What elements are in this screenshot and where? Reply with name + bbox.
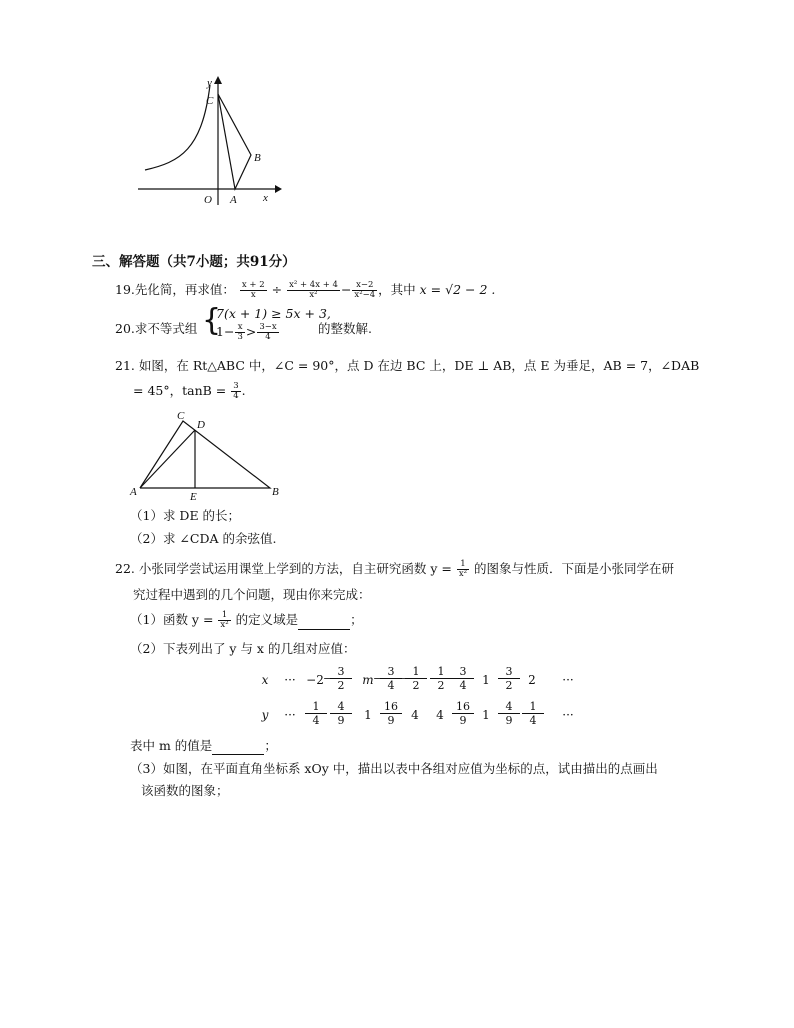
question-21-sub2: （2）求 ∠CDA 的余弦值. [130, 531, 277, 546]
table-x-cell: m [362, 673, 374, 687]
label-e: E [190, 491, 197, 503]
table-x-cell: − 3 4 [380, 665, 402, 692]
table-x-cell: 2 [528, 673, 536, 687]
table-y-cell: 4 [436, 708, 444, 722]
system-brace: { [202, 303, 222, 338]
table-y-cell: 1 4 [305, 700, 327, 727]
label-y: y [207, 77, 212, 89]
table-y-cell: 1 [482, 708, 490, 722]
label-d: D [197, 419, 205, 431]
question-21-line1: 21. 如图，在 Rt△ABC 中，∠C = 90°，点 D 在边 BC 上，DE ⊥ AB，点 E 为垂足，AB = 7，∠DAB [115, 358, 700, 373]
y-axis-arrow [214, 76, 222, 84]
answer-blank-domain[interactable] [298, 617, 350, 630]
question-22-line1: 22. 小张同学尝试运用课堂上学到的方法，自主研究函数 y = $\frac{1}{\text{x²}}$ 的图象与性质．下面是小张同学在研 [115, 559, 675, 579]
table-y-cell: 16 9 [380, 700, 402, 727]
label-x: x [263, 192, 268, 204]
question-22-sub3-line1: （3）如图，在平面直角坐标系 xOy 中，描出以表中各组对应值为坐标的点，试由描出的点画出 [130, 761, 658, 776]
label-a: A [230, 194, 237, 206]
question-22-sub2: （2）下表列出了 y 与 x 的几组对应值： [130, 641, 356, 656]
table-y-dots-left: ··· [284, 708, 296, 722]
table-x-label: x [261, 673, 269, 687]
table-y-cell: 1 [364, 708, 372, 722]
table-y-cell: 4 9 [498, 700, 520, 727]
segment-ad [140, 430, 195, 488]
table-y-cell: 1 4 [522, 700, 544, 727]
question-21-line2: = 45°，tanB = $\frac{3}{4}$ . [133, 381, 246, 401]
triangle-abc-figure [125, 408, 295, 507]
label-c: C [177, 410, 185, 422]
table-x-cell: − 3 2 [330, 665, 352, 692]
label-a: A [130, 486, 137, 498]
table-x-cell: 1 2 [430, 665, 452, 692]
section-title: 三、解答题（共7小题；共91分） [92, 254, 296, 270]
question-22-sub1: （1）函数 y = $\frac{1}{\text{x²}}$ 的定义域是 ； [130, 610, 363, 630]
table-x-dots-right: ··· [562, 673, 574, 687]
question-22-sub3-line2: 该函数的图象； [141, 783, 229, 798]
label-b: B [272, 486, 279, 498]
xy-value-table [250, 663, 590, 733]
triangle-abc [218, 94, 251, 189]
hyperbola-triangle-figure [130, 70, 290, 219]
table-y-cell: 16 9 [452, 700, 474, 727]
answer-blank-m[interactable] [212, 742, 264, 755]
label-c: C [206, 95, 214, 107]
table-x-dots-left: ··· [284, 673, 296, 687]
table-y-label: y [261, 708, 269, 722]
table-x-cell: 3 4 [452, 665, 474, 692]
table-x-cell: − 1 2 [405, 665, 427, 692]
question-22-m-line: 表中 m 的值是 ； [130, 738, 277, 753]
hyperbola-curve [145, 85, 210, 170]
table-x-cell: −2 [306, 673, 324, 687]
triangle-outline [140, 421, 270, 488]
question-21-sub1: （1）求 DE 的长； [130, 508, 241, 523]
label-b: B [254, 152, 261, 164]
table-y-dots-right: ··· [562, 708, 574, 722]
table-x-cell: 3 2 [498, 665, 520, 692]
question-22-line2: 究过程中遇到的几个问题，现由你来完成： [133, 587, 371, 602]
question-19: 19.先化简，再求值： $\frac{x + 2}{x}$ ÷ $\frac{\text{x² + 4x + 4}}{\text{x²}}$ − $\frac{x-2}{\text{x²−4}}$ ，其中 x = √2 − 2 . [115, 280, 496, 300]
table-x-cell: 1 [482, 673, 490, 687]
question-20-ineq2: 1− $\frac{x}{3}$ > $\frac{3-x}{4}$ [216, 322, 277, 342]
question-20-prefix: 20.求不等式组 [115, 321, 198, 336]
table-y-cell: 4 9 [330, 700, 352, 727]
question-20-ineq1: 7(x + 1) ≥ 5x + 3, [216, 306, 331, 321]
x-axis-arrow [275, 185, 282, 193]
label-o: O [204, 194, 212, 206]
question-20-suffix: 的整数解. [318, 321, 372, 336]
table-y-cell: 4 [411, 708, 419, 722]
